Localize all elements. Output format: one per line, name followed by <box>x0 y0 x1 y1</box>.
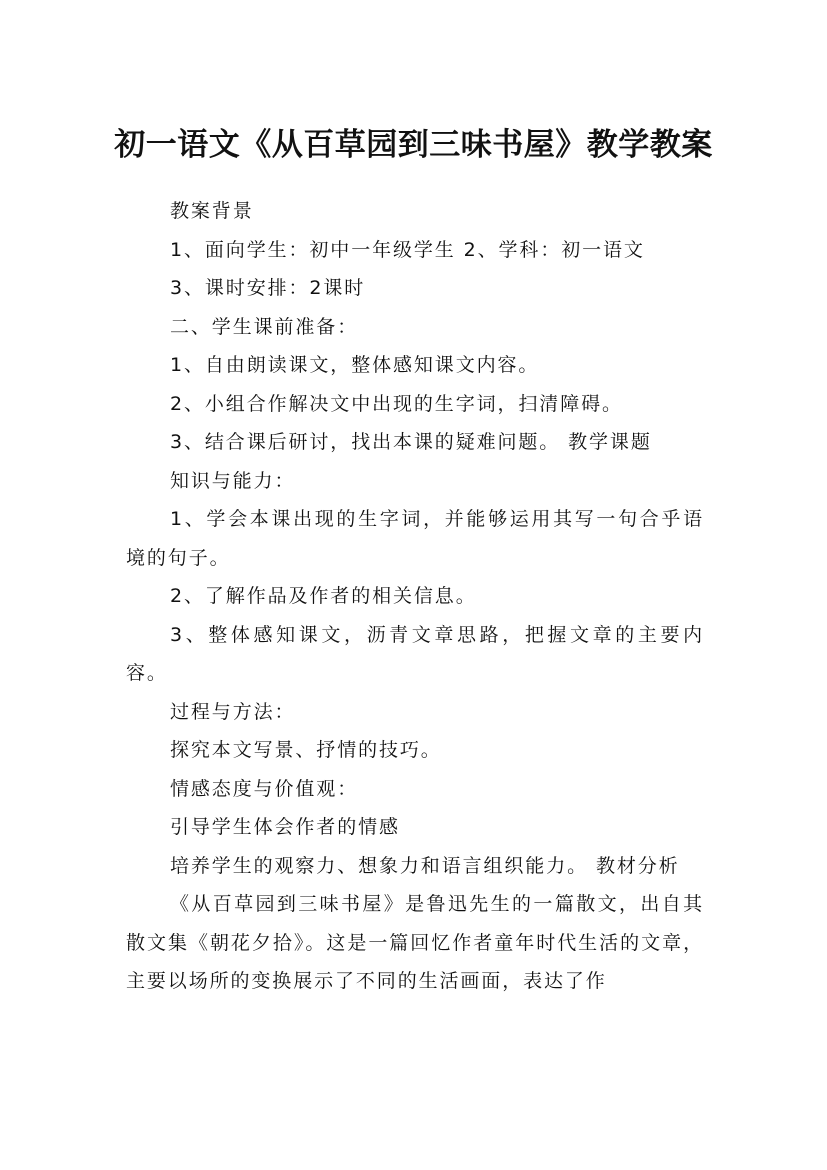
paragraph-knowledge-item-1: 1、学会本课出现的生字词，并能够运用其写一句合乎语境的句子。 <box>126 508 704 569</box>
paragraph-attitude-heading: 情感态度与价值观： <box>170 777 359 800</box>
paragraph-process-content: 探究本文写景、抒情的技巧。 <box>170 739 442 761</box>
paragraph-lesson-background: 教案背景 <box>170 200 254 222</box>
document-title: 初一语文《从百草园到三味书屋》教学教案 <box>114 126 713 163</box>
paragraph-attitude-item-2: 培养学生的观察力、想象力和语言组织能力。 教材分析 <box>170 854 680 877</box>
paragraph-preparation-item-1: 1、自由朗读课文，整体感知课文内容。 <box>170 354 540 376</box>
paragraph-preparation-item-3: 3、结合课后研讨，找出本课的疑难问题。 教学课题 <box>170 431 652 453</box>
paragraph-knowledge-item-3: 3、整体感知课文，沥青文章思路，把握文章的主要内容。 <box>126 623 704 684</box>
paragraph-target-students-subject: 1、面向学生：初中一年级学生 2、学科：初一语文 <box>170 238 645 261</box>
paragraph-preparation-item-2: 2、小组合作解决文中出现的生字词，扫清障碍。 <box>170 392 623 415</box>
paragraph-knowledge-heading: 知识与能力： <box>170 469 296 492</box>
paragraph-attitude-item-1: 引导学生体会作者的情感 <box>170 816 400 838</box>
document-body <box>126 192 704 1001</box>
paragraph-process-heading: 过程与方法： <box>170 700 296 723</box>
paragraph-textbook-analysis: 《从百草园到三味书屋》是鲁迅先生的一篇散文，出自其散文集《朝花夕拾》。这是一篇回忆作者童年时代生活的文章，主要以场所的变换展示了不同的生活画面，表达了作 <box>126 893 704 992</box>
paragraph-knowledge-item-2: 2、了解作品及作者的相关信息。 <box>170 585 477 607</box>
paragraph-class-hours: 3、课时安排：2课时 <box>170 277 366 299</box>
paragraph-preparation-heading: 二、学生课前准备： <box>170 315 359 338</box>
